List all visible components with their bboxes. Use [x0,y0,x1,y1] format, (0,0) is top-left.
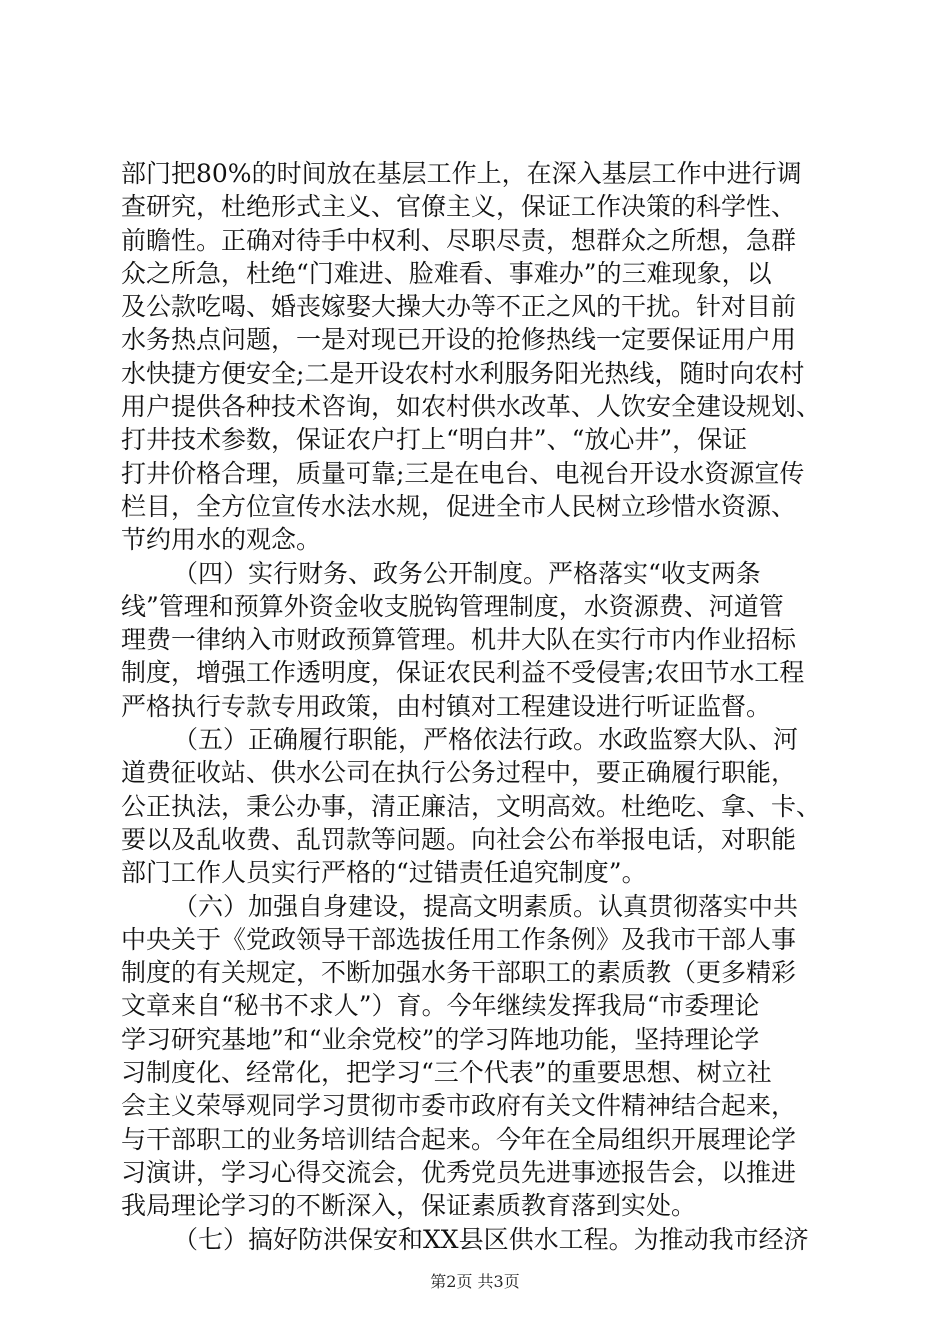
text-line: 我局理论学习的不断深入，保证素质教育落到实处。 [121,1191,697,1221]
text-line: 前瞻性。正确对待手中权利、尽职尽责，想群众之所想，急群 [121,225,797,255]
text-line: 线”管理和预算外资金收支脱钩管理制度，水资源费、河道管 [121,591,784,621]
text-line: 查研究，杜绝形式主义、官僚主义，保证工作决策的科学性、 [121,192,797,222]
paragraph-start-line: （四）实行财务、政务公开制度。严格落实“收支两条 [173,558,761,588]
text-line: 中央关于《党政领导干部选拔任用工作条例》及我市干部人事 [121,924,797,954]
text-line: 栏目，全方位宣传水法水规，促进全市人民树立珍惜水资源、 [121,491,797,521]
text-line: 制度的有关规定，不断加强水务干部职工的素质教（更多精彩 [121,958,797,988]
text-line: 众之所急，杜绝“门难进、脸难看、事难办”的三难现象，以 [121,258,772,288]
text-line: 严格执行专款专用政策，由村镇对工程建设进行听证监督。 [121,691,772,721]
text-line: 部门把80%的时间放在基层工作上，在深入基层工作中进行调 [121,159,802,188]
text-line: 习演讲，学习心得交流会，优秀党员先进事迹报告会，以推进 [121,1157,797,1187]
text-line: 会主义荣辱观同学习贯彻市委市政府有关文件精神结合起来， [121,1091,797,1121]
text-line: 与干部职工的业务培训结合起来。今年在全局组织开展理论学 [121,1124,797,1154]
text-line: 要以及乱收费、乱罚款等问题。向社会公布举报电话，对职能 [121,824,797,854]
text-line: 理费一律纳入市财政预算管理。机井大队在实行市内作业招标 [121,625,797,655]
text-line: 及公款吃喝、婚丧嫁娶大操大办等不正之风的干扰。针对目前 [121,292,797,322]
text-line: 打井技术参数，保证农户打上“明白井”、“放心井”，保证 [121,425,748,455]
text-line: 文章来自“秘书不求人”）育。今年继续发挥我局“市委理论 [121,991,760,1021]
text-line: 道费征收站、供水公司在执行公务过程中，要正确履行职能， [121,758,797,788]
text-line: 用户提供各种技术咨询，如农村供水改革、人饮安全建设规划、 [121,392,822,422]
text-line: 学习研究基地”和“业余党校”的学习阵地功能，坚持理论学 [121,1024,760,1054]
paragraph-start-line: （五）正确履行职能，严格依法行政。水政监察大队、河 [173,725,799,755]
text-line: 习制度化、经常化，把学习“三个代表”的重要思想、树立社 [121,1058,772,1088]
page-footer: 第2页 共3页 [430,1272,520,1291]
text-line: 节约用水的观念。 [121,525,322,555]
text-line: 制度，增强工作透明度，保证农民利益不受侵害;农田节水工程 [121,658,805,688]
text-line: 水快捷方便安全;二是开设农村水利服务阳光热线，随时向农村 [121,358,805,388]
document-body [121,157,833,1256]
text-line: 部门工作人员实行严格的“过错责任追究制度”。 [121,858,647,888]
paragraph-start-line: （七）搞好防洪保安和XX县区供水工程。为推动我市经济 [173,1224,809,1254]
text-line: 打井价格合理，质量可靠;三是在电台、电视台开设水资源宣传 [121,458,805,488]
paragraph-start-line: （六）加强自身建设，提高文明素质。认真贯彻落实中共 [173,891,799,921]
text-line: 公正执法，秉公办事，清正廉洁，文明高效。杜绝吃、拿、卡、 [121,791,822,821]
text-line: 水务热点问题，一是对现已开设的抢修热线一定要保证用户用 [121,325,797,355]
